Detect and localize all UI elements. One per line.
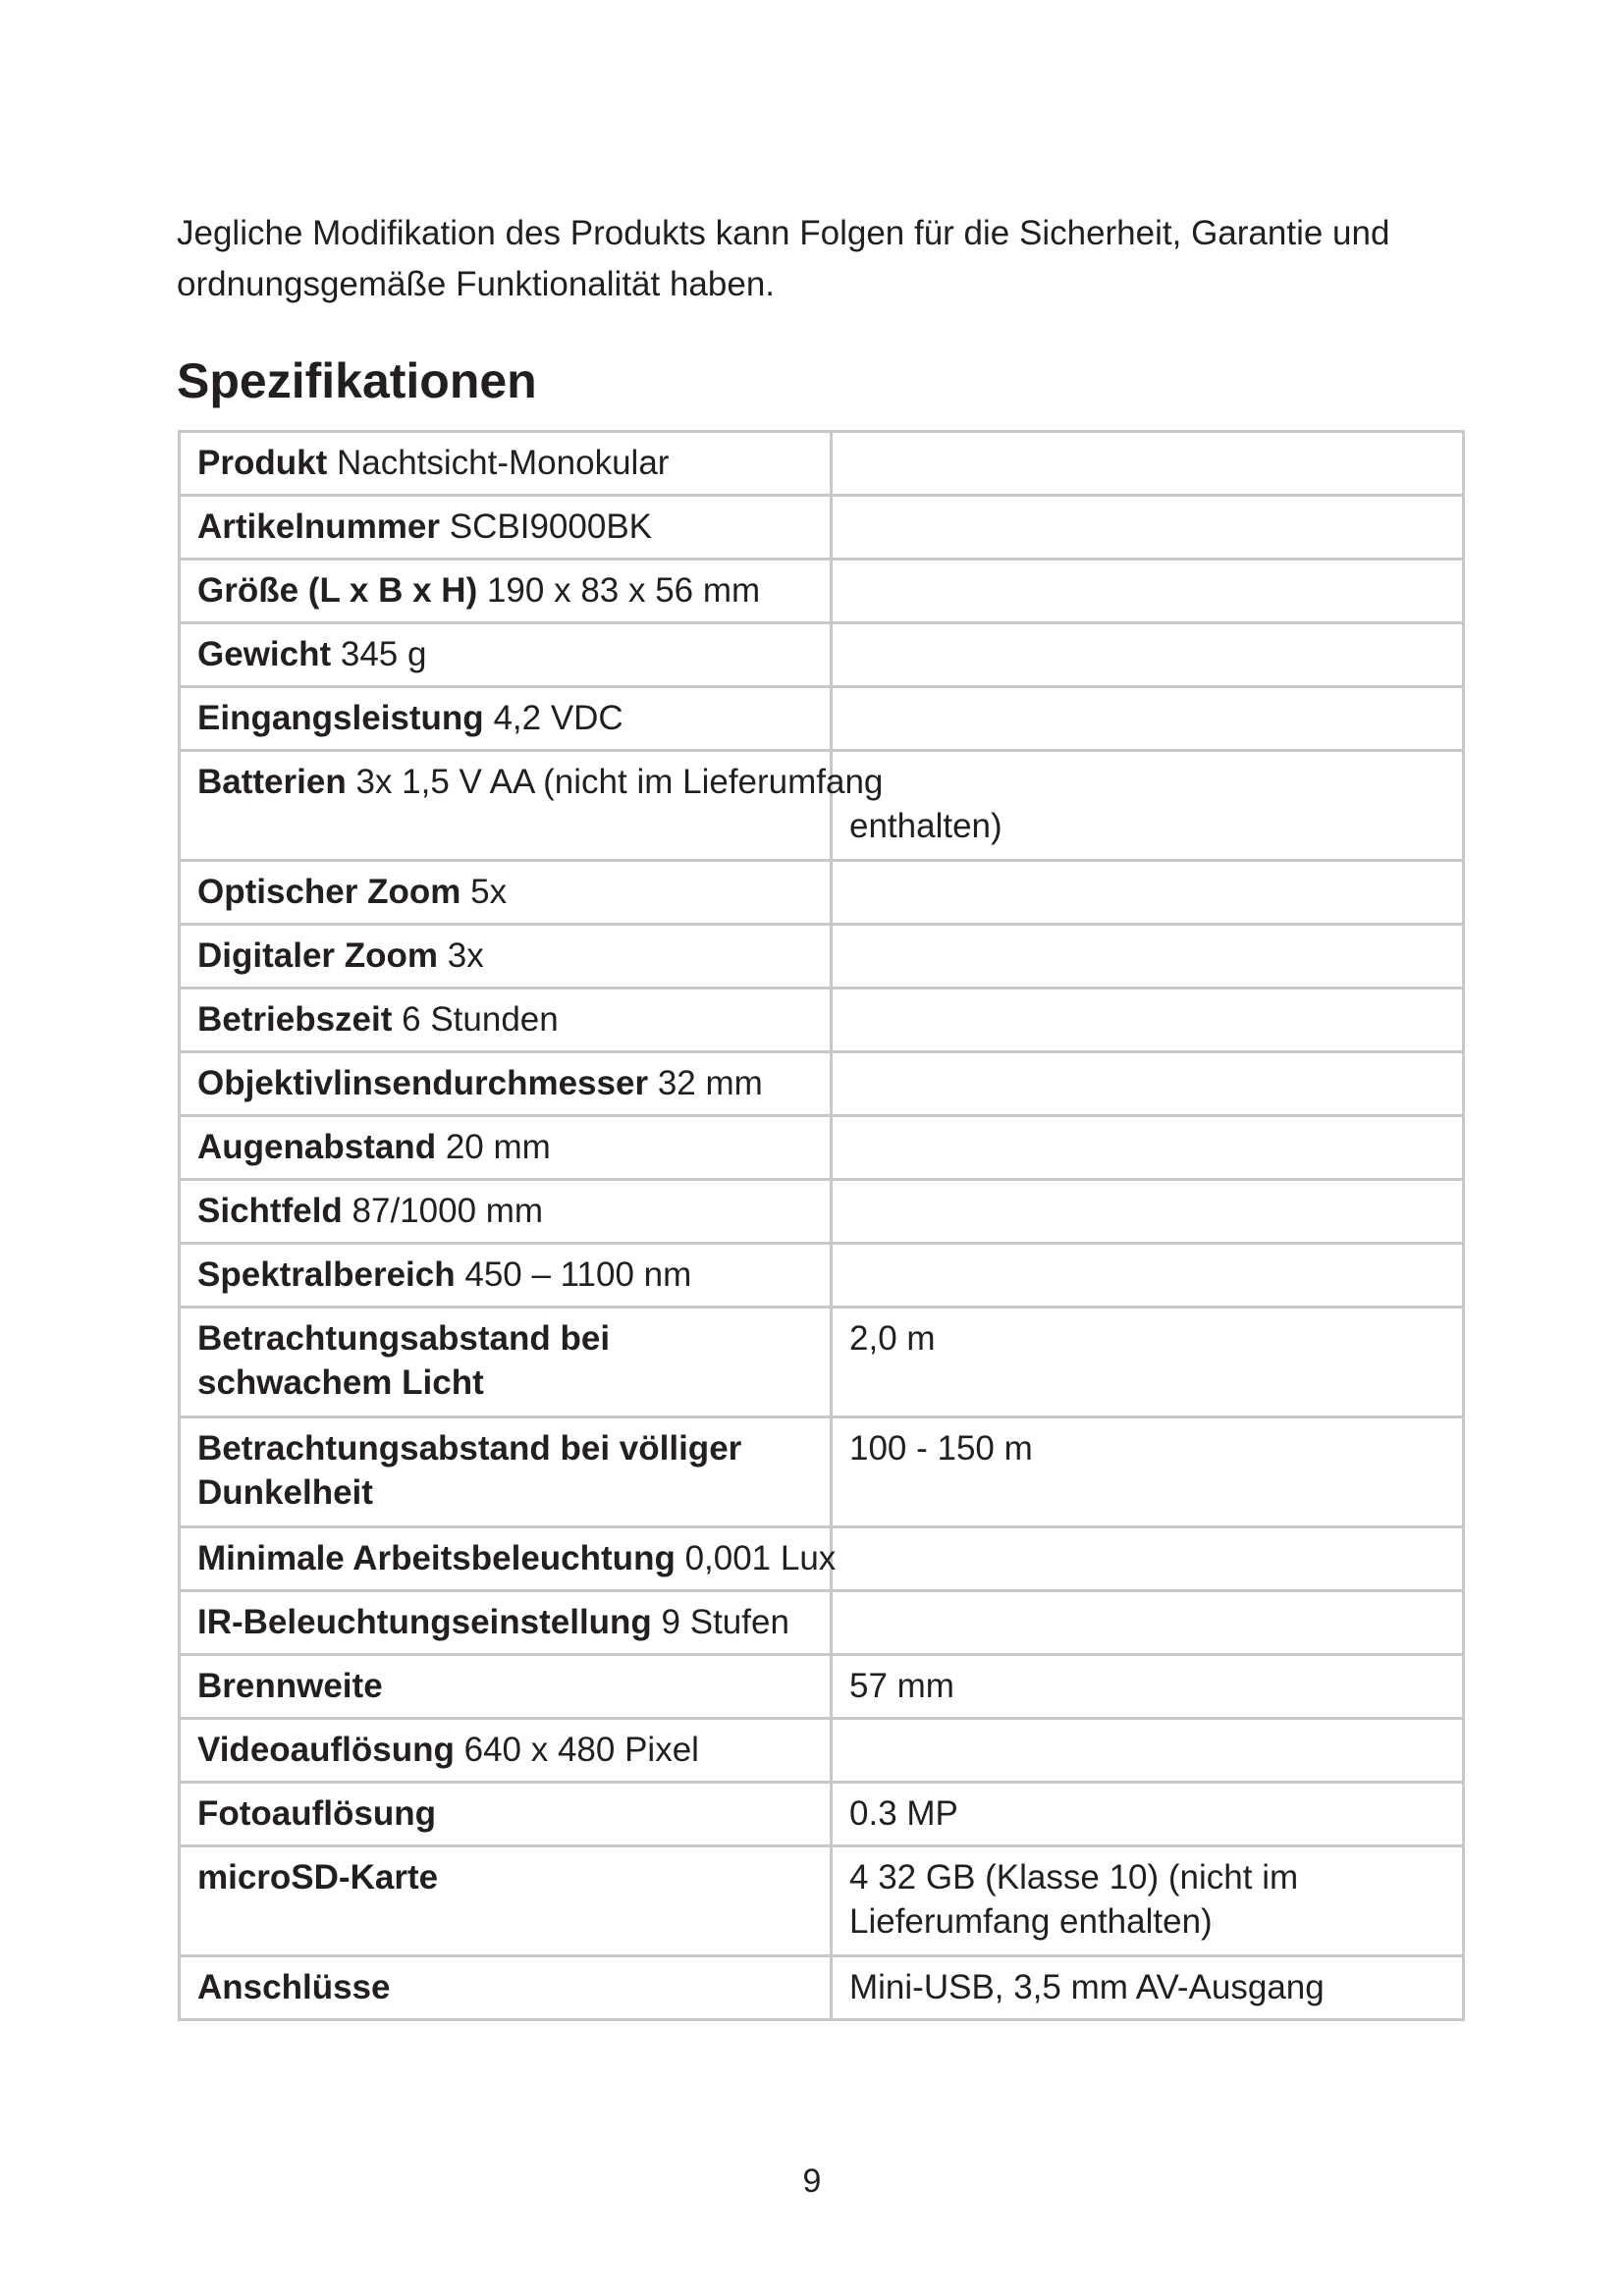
spec-value-cell bbox=[832, 1655, 1464, 1719]
spec-value: 6 Stunden bbox=[402, 1000, 559, 1039]
table-row bbox=[180, 861, 1464, 925]
spec-table bbox=[178, 430, 1465, 2021]
intro-line-1: Jegliche Modifikation des Produkts kann Folgen für die Sicherheit, Garantie und bbox=[177, 214, 1390, 252]
spec-value-cell bbox=[832, 1308, 1464, 1417]
spec-cell bbox=[180, 560, 832, 623]
spec-label: Brennweite bbox=[197, 1667, 383, 1705]
table-row bbox=[180, 988, 1464, 1052]
spec-value: 3x 1,5 V AA (nicht im Lieferumfang bbox=[355, 763, 884, 801]
spec-value: 2,0 m bbox=[849, 1319, 936, 1358]
spec-cell bbox=[180, 1244, 832, 1308]
spec-value: 0.3 MP bbox=[849, 1794, 958, 1833]
spec-value-cell bbox=[832, 1846, 1464, 1956]
spec-empty-cell bbox=[832, 496, 1464, 560]
spec-label: Spektralbereich bbox=[197, 1255, 456, 1294]
spec-cell bbox=[180, 751, 884, 861]
spec-value: Nachtsicht-Monokular bbox=[336, 444, 670, 482]
spec-value: 32 mm bbox=[657, 1064, 763, 1102]
spec-label: Anschlüsse bbox=[197, 1968, 391, 2006]
table-row bbox=[180, 496, 1464, 560]
table-row bbox=[180, 1116, 1464, 1180]
spec-empty-cell bbox=[832, 861, 1464, 925]
table-row bbox=[180, 1244, 1464, 1308]
spec-label: Batterien bbox=[197, 763, 347, 801]
spec-cell bbox=[180, 861, 832, 925]
spec-cell bbox=[180, 1591, 832, 1655]
spec-label: Digitaler Zoom bbox=[197, 936, 439, 975]
spec-value: 640 x 480 Pixel bbox=[463, 1731, 699, 1769]
spec-label-line-2: schwachem Licht bbox=[197, 1363, 484, 1402]
table-row bbox=[180, 1655, 1464, 1719]
table-row bbox=[180, 1591, 1464, 1655]
spec-label-line-2: Dunkelheit bbox=[197, 1473, 373, 1512]
spec-cell bbox=[180, 1052, 832, 1116]
spec-continuation-cell bbox=[832, 751, 1464, 861]
spec-value: 9 Stufen bbox=[661, 1603, 789, 1641]
spec-value: 3x bbox=[447, 936, 484, 975]
spec-label-cell bbox=[180, 1956, 832, 2020]
spec-cell bbox=[180, 623, 832, 687]
spec-value-cell bbox=[832, 1417, 1464, 1527]
table-row bbox=[180, 560, 1464, 623]
spec-value: 57 mm bbox=[849, 1667, 954, 1705]
spec-cell bbox=[180, 1116, 832, 1180]
table-row bbox=[180, 432, 1464, 496]
spec-cell bbox=[180, 988, 832, 1052]
spec-value-continuation: enthalten) bbox=[849, 807, 1002, 845]
spec-value: SCBI9000BK bbox=[449, 507, 653, 546]
table-row bbox=[180, 1052, 1464, 1116]
spec-label: IR-Beleuchtungseinstellung bbox=[197, 1603, 652, 1641]
table-row bbox=[180, 687, 1464, 751]
spec-cell bbox=[180, 925, 832, 988]
spec-empty-cell bbox=[832, 623, 1464, 687]
spec-label: Gewicht bbox=[197, 635, 332, 673]
spec-cell bbox=[180, 1719, 832, 1783]
spec-label: Produkt bbox=[197, 444, 328, 482]
spec-empty-cell bbox=[832, 1180, 1464, 1244]
spec-empty-cell bbox=[832, 988, 1464, 1052]
spec-label-line-1: Betrachtungsabstand bei völliger bbox=[197, 1429, 742, 1468]
table-row bbox=[180, 623, 1464, 687]
table-row bbox=[180, 1308, 1464, 1417]
spec-value: 4,2 VDC bbox=[493, 699, 623, 737]
intro-line-2: ordnungsgemäße Funktionalität haben. bbox=[177, 265, 776, 303]
table-row bbox=[180, 751, 1464, 861]
spec-label-cell bbox=[180, 1655, 832, 1719]
spec-label: Sichtfeld bbox=[197, 1192, 343, 1230]
spec-label: Optischer Zoom bbox=[197, 873, 461, 911]
spec-label-line-1: Betrachtungsabstand bei bbox=[197, 1319, 611, 1358]
section-heading: Spezifikationen bbox=[177, 353, 537, 408]
spec-empty-cell bbox=[832, 1052, 1464, 1116]
spec-value: 20 mm bbox=[445, 1128, 551, 1166]
spec-value: 5x bbox=[470, 873, 508, 911]
spec-empty-cell bbox=[832, 1244, 1464, 1308]
spec-cell bbox=[180, 687, 832, 751]
spec-label-cell bbox=[180, 1783, 832, 1846]
spec-label-cell bbox=[180, 1846, 832, 1956]
spec-label: Betriebszeit bbox=[197, 1000, 393, 1039]
spec-cell bbox=[180, 1527, 837, 1591]
spec-cell bbox=[180, 1180, 832, 1244]
table-row bbox=[180, 1180, 1464, 1244]
spec-label: microSD-Karte bbox=[197, 1858, 439, 1896]
spec-label: Objektivlinsendurchmesser bbox=[197, 1064, 649, 1102]
spec-label: Eingangsleistung bbox=[197, 699, 484, 737]
spec-value: 190 x 83 x 56 mm bbox=[486, 571, 761, 610]
spec-value: Mini-USB, 3,5 mm AV-Ausgang bbox=[849, 1968, 1325, 2006]
spec-value-line-1: 4 32 GB (Klasse 10) (nicht im bbox=[849, 1858, 1299, 1896]
spec-empty-cell bbox=[832, 687, 1464, 751]
spec-empty-cell bbox=[832, 432, 1464, 496]
spec-label-cell bbox=[180, 1417, 832, 1527]
table-row bbox=[180, 1783, 1464, 1846]
spec-value: 450 – 1100 nm bbox=[464, 1255, 692, 1294]
spec-label: Größe (L x B x H) bbox=[197, 571, 478, 610]
spec-empty-cell bbox=[832, 925, 1464, 988]
spec-label: Minimale Arbeitsbeleuchtung bbox=[197, 1539, 676, 1577]
spec-label: Videoauflösung bbox=[197, 1731, 455, 1769]
spec-label: Fotoauflösung bbox=[197, 1794, 437, 1833]
spec-cell bbox=[180, 496, 832, 560]
spec-value: 345 g bbox=[340, 635, 427, 673]
spec-value: 100 - 150 m bbox=[849, 1429, 1033, 1468]
table-row bbox=[180, 1527, 1464, 1591]
spec-empty-cell bbox=[832, 1591, 1464, 1655]
table-row bbox=[180, 925, 1464, 988]
table-row bbox=[180, 1956, 1464, 2020]
intro-paragraph bbox=[177, 208, 1473, 310]
spec-value-cell bbox=[832, 1783, 1464, 1846]
spec-value: 0,001 Lux bbox=[684, 1539, 837, 1577]
page-number: 9 bbox=[802, 2163, 822, 2200]
table-row bbox=[180, 1417, 1464, 1527]
spec-label: Augenabstand bbox=[197, 1128, 437, 1166]
spec-empty-cell bbox=[832, 1116, 1464, 1180]
table-row bbox=[180, 1719, 1464, 1783]
spec-label-cell bbox=[180, 1308, 832, 1417]
spec-value: 87/1000 mm bbox=[352, 1192, 544, 1230]
spec-label: Artikelnummer bbox=[197, 507, 441, 546]
table-row bbox=[180, 1846, 1464, 1956]
spec-value-cell bbox=[832, 1956, 1464, 2020]
spec-empty-cell bbox=[832, 1527, 1464, 1591]
spec-empty-cell bbox=[832, 1719, 1464, 1783]
spec-value-line-2: Lieferumfang enthalten) bbox=[849, 1902, 1213, 1941]
spec-cell bbox=[180, 432, 832, 496]
spec-empty-cell bbox=[832, 560, 1464, 623]
